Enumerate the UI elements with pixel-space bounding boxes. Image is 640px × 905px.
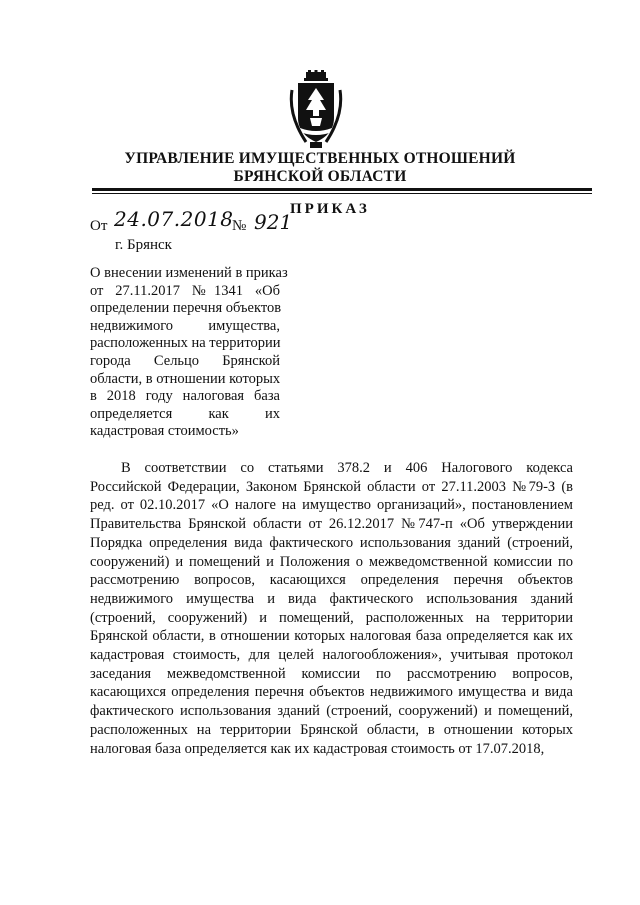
- coat-of-arms-icon: [286, 70, 346, 150]
- body-line: сооружений) и помещений и Положения о межведомственной комиссии по: [90, 553, 573, 570]
- body-line: Порядка определения вида фактического использования зданий (строений,: [90, 534, 573, 551]
- city-label: г. Брянск: [115, 237, 172, 253]
- body-line: рассмотрению вопросов, касающихся определения перечня объектов: [90, 572, 573, 589]
- organization-name-line1: УПРАВЛЕНИЕ ИМУЩЕСТВЕННЫХ ОТНОШЕНИЙ: [124, 150, 516, 167]
- body-line: налоговая база определяется как их кадастровая стоимость от 17.07.2018,: [90, 740, 545, 757]
- organization-name-line2: БРЯНСКОЙ ОБЛАСТИ: [233, 168, 407, 185]
- number-label: №: [232, 218, 247, 234]
- subject-line: расположенных на территории: [90, 335, 281, 352]
- subject-line: кадастровая стоимость»: [90, 423, 239, 440]
- subject-line: недвижимого имущества,: [90, 317, 280, 334]
- body-line: расположенных на территории Брянской области, в отношении которых: [90, 721, 573, 738]
- handwritten-number: 921: [254, 210, 293, 234]
- body-line: Брянской области, в отношении которых налоговая база определяется как их: [90, 628, 573, 645]
- body-line: В соответствии со статьями 378.2 и 406 Налогового кодекса: [121, 460, 573, 476]
- document-title: ПРИКАЗ: [290, 201, 370, 217]
- body-line: (строений, сооружений) и помещений, расположенных на территории: [90, 609, 573, 626]
- subject-line: от 27.11.2017 №1341 «Об: [90, 282, 280, 299]
- subject-line: О внесении изменений в приказ: [90, 265, 288, 281]
- header-divider-thin: [92, 193, 592, 194]
- date-label: От: [90, 218, 108, 234]
- subject-line: определении перечня объектов: [90, 300, 282, 317]
- body-line: недвижимого имущества и вида фактического использования зданий: [90, 590, 573, 607]
- body-line: фактического использования зданий (строений, сооружений) и помещений,: [90, 703, 573, 720]
- body-line: Правительства Брянской области от 26.12.2017 №747-п «Об утверждении: [90, 516, 573, 533]
- body-line: кадастровая стоимость, для целей налогообложения», учитывая протокол: [90, 647, 573, 664]
- body-line: касающихся определения перечня объектов недвижимого имущества и вида: [90, 684, 573, 701]
- organization-header: [100, 150, 540, 186]
- subject-line: области, в отношении которых: [90, 370, 281, 387]
- subject-line: определяется как их: [90, 405, 280, 422]
- body-line: заседания межведомственной комиссии по рассмотрению вопросов,: [90, 665, 573, 682]
- order-subject: [90, 265, 288, 441]
- header-divider-thick: [92, 188, 592, 191]
- order-body-paragraph: [90, 459, 573, 758]
- subject-line: в 2018 году налоговая база: [90, 388, 280, 405]
- body-line: ред. от 02.10.2017 «О налоге на имущество организаций», постановлением: [90, 497, 573, 514]
- subject-line: города Сельцо Брянской: [90, 352, 280, 369]
- body-line: Российской Федерации, Законом Брянской области от 27.11.2003 №79-З (в: [90, 478, 573, 495]
- handwritten-date: 24.07.2018: [114, 207, 234, 231]
